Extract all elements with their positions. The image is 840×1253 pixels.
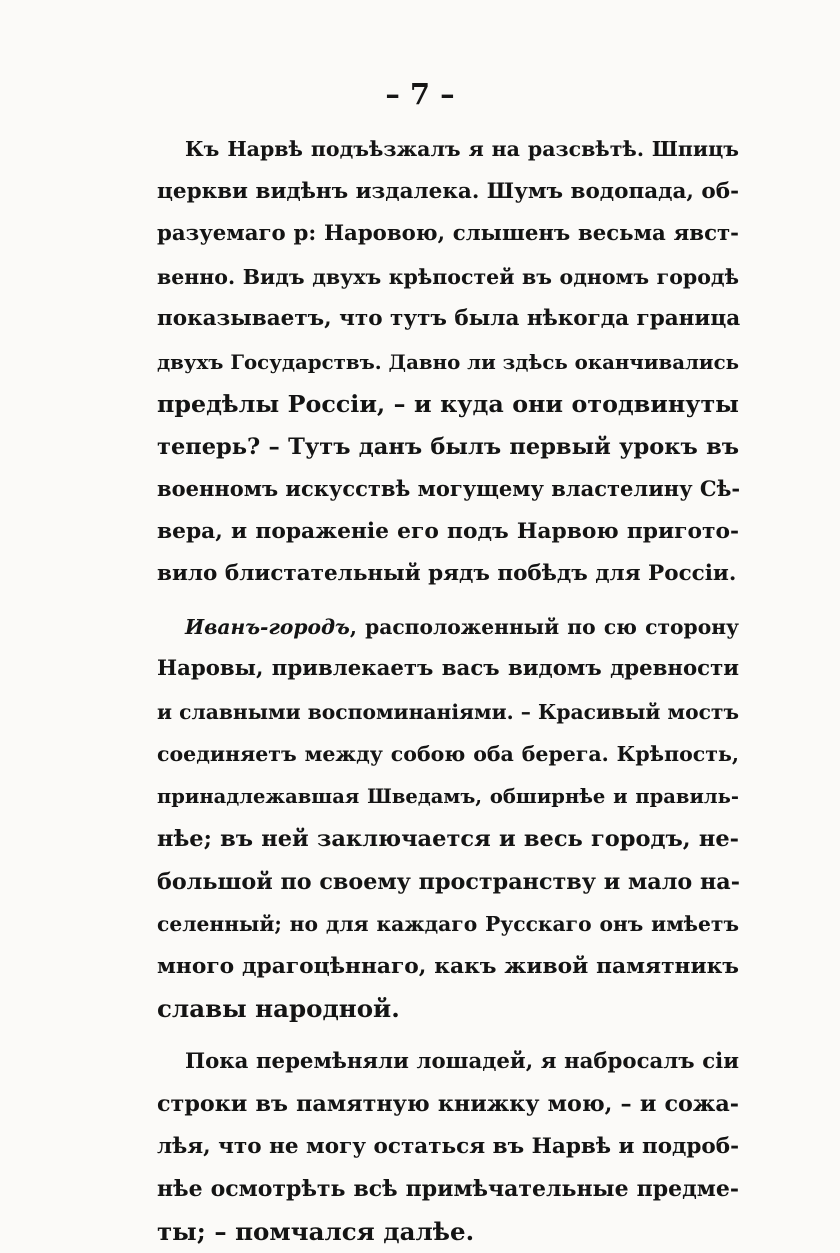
text-line: селенный; но для каждаго Русскаго онъ имѣетъ xyxy=(157,903,739,946)
text-line: теперь? – Тутъ данъ былъ первый урокъ въ xyxy=(157,426,739,469)
text-line: разуемаго р: Наровою, слышенъ весьма явст- xyxy=(157,213,739,256)
paragraph-3 xyxy=(157,1041,739,1253)
text-line: соединяетъ между собою оба берега. Крѣпость, xyxy=(157,733,739,776)
text-line: и славными воспоминаніями. – Красивый мостъ xyxy=(157,691,739,734)
italic-place-name: Иванъ-городъ xyxy=(185,615,350,639)
text-line: вило блистательный рядъ побѣдъ для Россіи. xyxy=(157,553,739,596)
text-line: принадлежавшая Шведамъ, обширнѣе и правиль- xyxy=(157,776,739,819)
text-line: венно. Видъ двухъ крѣпостей въ одномъ городѣ xyxy=(157,256,739,299)
text-line: Наровы, привлекаетъ васъ видомъ древности xyxy=(157,648,739,691)
body-text xyxy=(157,128,739,1253)
text-line: двухъ Государствъ. Давно ли здѣсь оканчивались xyxy=(157,341,739,384)
text-line: много драгоцѣннаго, какъ живой памятникъ xyxy=(157,946,739,989)
text-line: церкви видѣнъ издалека. Шумъ водопада, об- xyxy=(157,171,739,214)
text-line: Пока перемѣняли лошадей, я набросалъ сіи xyxy=(157,1041,739,1084)
text-line: Къ Нарвѣ подъѣзжалъ я на разсвѣтѣ. Шпицъ xyxy=(157,128,739,171)
text-line: лѣя, что не могу остаться въ Нарвѣ и подроб- xyxy=(157,1126,739,1169)
text-line: нѣе осмотрѣть всѣ примѣчательные предме- xyxy=(157,1168,739,1211)
text-line-lead xyxy=(157,606,739,649)
text-line: ты; – помчался далѣе. xyxy=(157,1211,739,1253)
text-line: строки въ памятную книжку мою, – и сожа- xyxy=(157,1083,739,1126)
text-line: славы народной. xyxy=(157,988,739,1031)
text-line: вера, и пораженіе его подъ Нарвою пригото- xyxy=(157,511,739,554)
paragraph-2 xyxy=(157,606,739,1031)
paragraph-1 xyxy=(157,128,739,596)
page-number: – 7 – xyxy=(0,74,840,114)
text-line: предѣлы Россіи, – и куда они отодвинуты xyxy=(157,383,739,426)
text-line: большой по своему пространству и мало на- xyxy=(157,861,739,904)
text-line: нѣе; въ ней заключается и весь городъ, не- xyxy=(157,818,739,861)
text-line: показываетъ, что тутъ была нѣкогда граница xyxy=(157,298,739,341)
lead-rest: , расположенный по сю сторону xyxy=(350,615,739,639)
text-line: военномъ искусствѣ могущему властелину Сѣ- xyxy=(157,468,739,511)
